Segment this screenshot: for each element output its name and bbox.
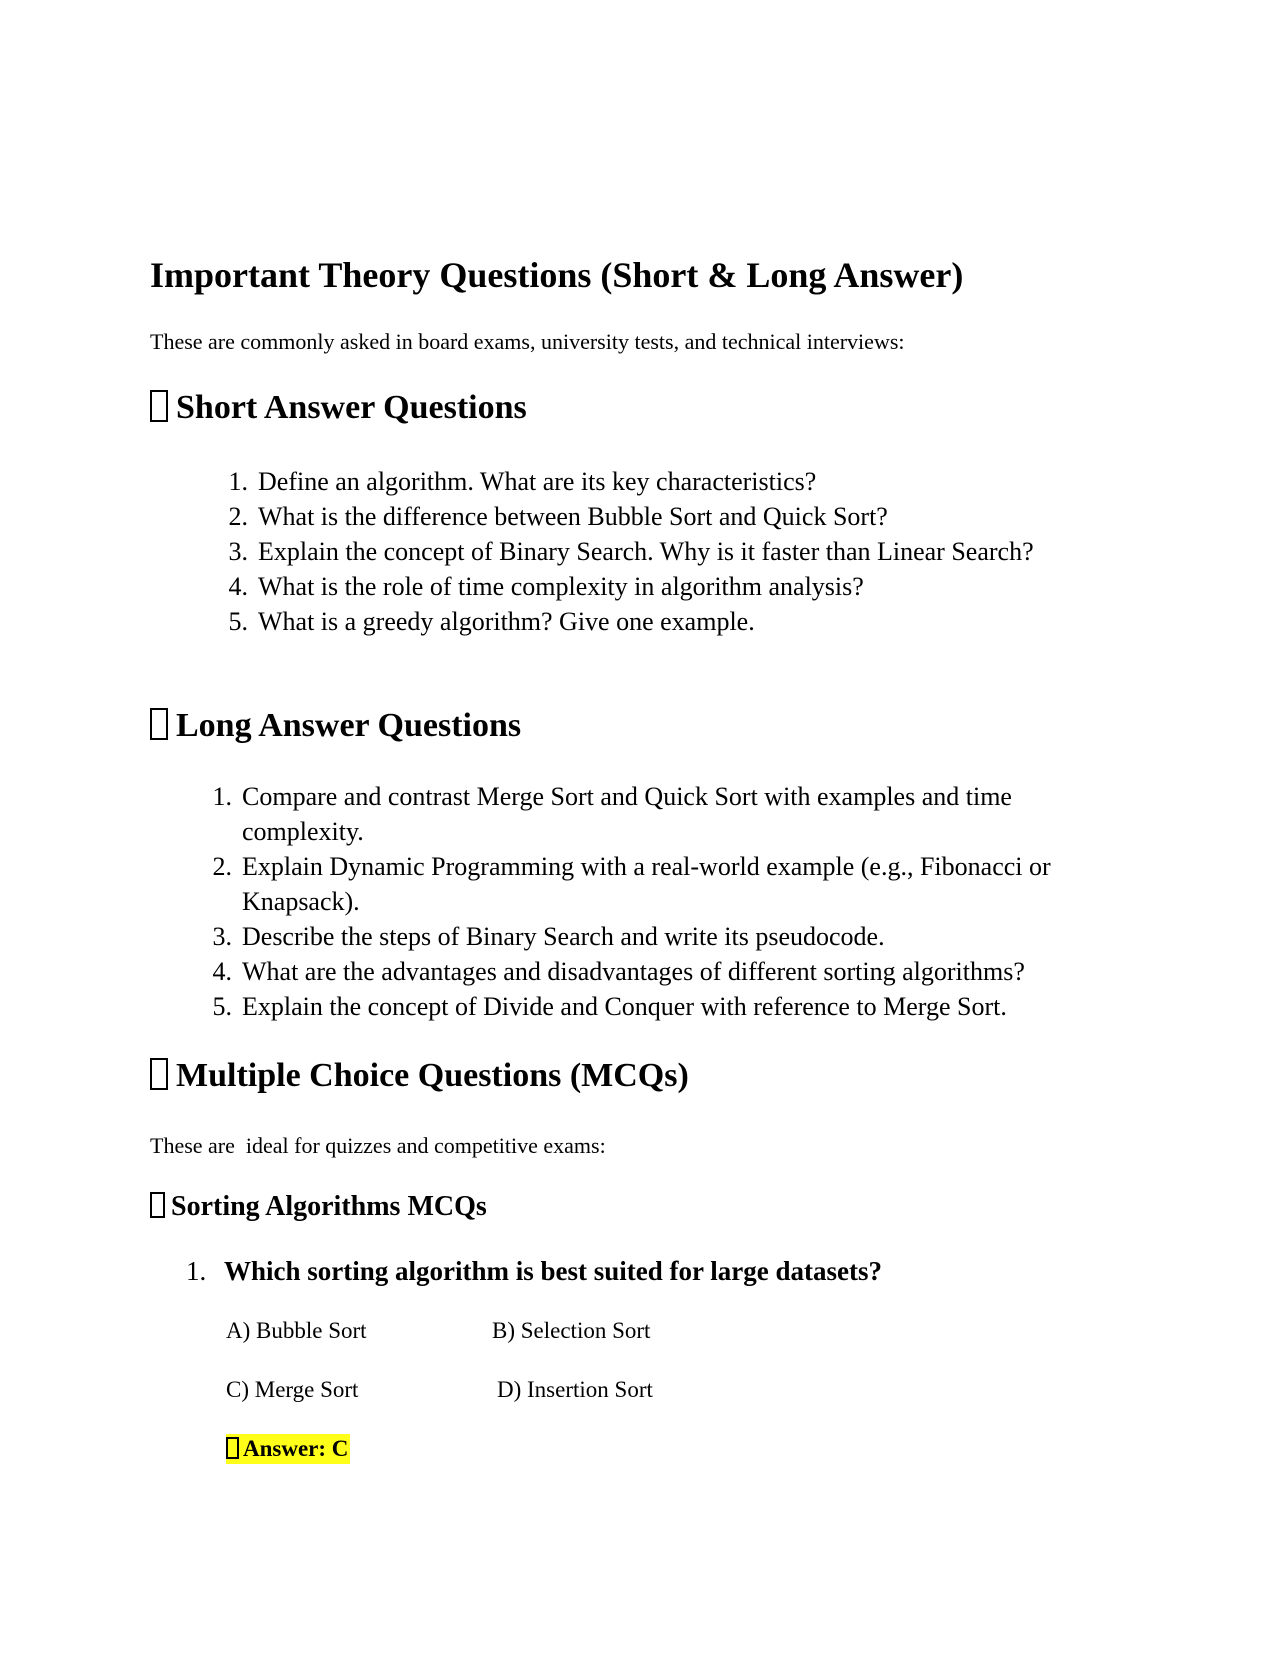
list-item <box>204 989 1140 1024</box>
mcq-sub-heading <box>150 1190 487 1224</box>
list-item <box>204 919 1140 954</box>
item-number: 2. <box>212 852 232 881</box>
item-text: Describe the steps of Binary Search and write its pseudocode. <box>242 922 885 951</box>
list-item <box>220 569 1050 604</box>
item-number: 1. <box>212 782 232 811</box>
missing-glyph-icon <box>226 1437 239 1459</box>
item-number: 4. <box>228 572 248 601</box>
long-answer-heading <box>150 706 521 746</box>
short-answer-heading <box>150 388 527 428</box>
short-answer-heading-text: Short Answer Questions <box>176 389 527 426</box>
item-text: Explain Dynamic Programming with a real-world example (e.g., Fibonacci or Knapsack). <box>242 852 1051 916</box>
list-item <box>220 464 1050 499</box>
item-text: Explain the concept of Binary Search. Why is it faster than Linear Search? <box>258 537 1034 566</box>
mcq-option-a: A) Bubble Sort <box>226 1318 367 1343</box>
mcq-question-text: Which sorting algorithm is best suited for large datasets? <box>224 1256 882 1286</box>
item-text: What is the difference between Bubble Sort and Quick Sort? <box>258 502 888 531</box>
missing-glyph-icon <box>150 1192 165 1218</box>
mcq-question <box>186 1254 882 1288</box>
item-number: 1. <box>228 467 248 496</box>
item-text: Define an algorithm. What are its key characteristics? <box>258 467 817 496</box>
mcq-option-d: D) Insertion Sort <box>497 1377 653 1402</box>
list-item <box>220 604 1050 639</box>
mcq-heading-text: Multiple Choice Questions (MCQs) <box>176 1057 689 1094</box>
item-text: Compare and contrast Merge Sort and Quick Sort with examples and time complexity. <box>242 782 1012 846</box>
page-title: Important Theory Questions (Short & Long Answer) <box>150 255 964 295</box>
item-number: 3. <box>228 537 248 566</box>
missing-glyph-icon <box>150 390 168 422</box>
item-number: 3. <box>212 922 232 951</box>
long-answer-heading-text: Long Answer Questions <box>176 707 522 744</box>
mcq-answer <box>226 1434 350 1464</box>
list-item <box>204 779 1140 849</box>
item-number: 4. <box>212 957 232 986</box>
item-text: What is a greedy algorithm? Give one example. <box>258 607 755 636</box>
list-item <box>204 849 1140 919</box>
missing-glyph-icon <box>150 1058 168 1090</box>
short-answer-list <box>220 464 1050 639</box>
missing-glyph-icon <box>150 708 168 740</box>
mcq-heading <box>150 1056 689 1096</box>
mcq-option-c: C) Merge Sort <box>226 1377 359 1402</box>
intro-text: These are commonly asked in board exams, university tests, and technical interviews: <box>150 329 905 354</box>
mcq-answer-text: Answer: C <box>243 1436 349 1461</box>
item-number: 5. <box>212 992 232 1021</box>
mcq-question-number: 1. <box>186 1256 207 1286</box>
mcq-option-b: B) Selection Sort <box>492 1318 651 1343</box>
item-text: What are the advantages and disadvantages of different sorting algorithms? <box>242 957 1025 986</box>
mcq-intro-text: These are ideal for quizzes and competitive exams: <box>150 1133 606 1158</box>
item-text: What is the role of time complexity in algorithm analysis? <box>258 572 864 601</box>
item-number: 5. <box>228 607 248 636</box>
list-item <box>220 499 1050 534</box>
list-item <box>204 954 1140 989</box>
item-number: 2. <box>228 502 248 531</box>
item-text: Explain the concept of Divide and Conquer with reference to Merge Sort. <box>242 992 1007 1021</box>
mcq-sub-heading-text: Sorting Algorithms MCQs <box>171 1191 487 1222</box>
long-answer-list <box>204 779 1140 1024</box>
list-item <box>220 534 1050 569</box>
